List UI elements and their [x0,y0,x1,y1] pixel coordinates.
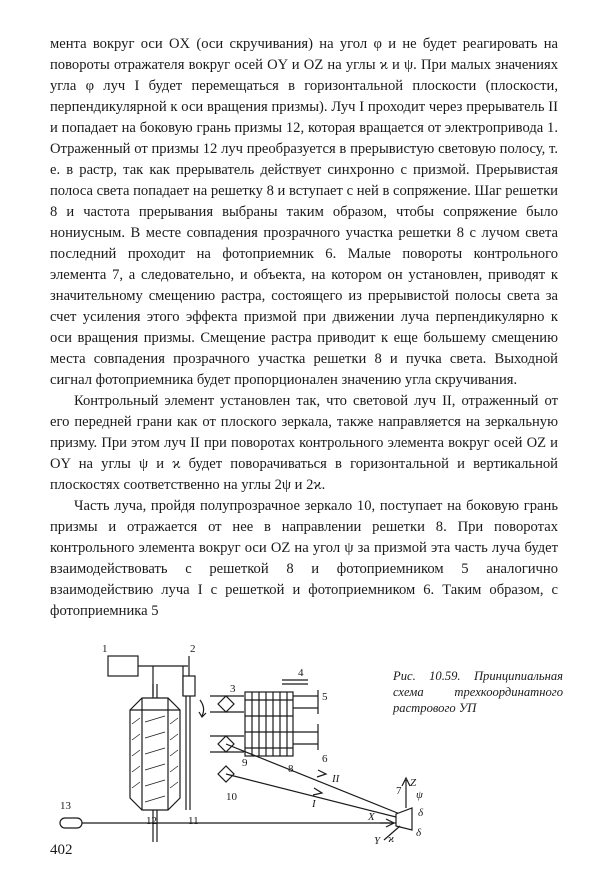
paragraph-2: Контрольный элемент установлен так, что световой луч II, отраженный от его передней грани как от плоского зеркала, также направляется на зеркальную призму. При этом луч II при поворотах контрольного элемента вокруг осей OZ и OY на углы ψ и ϰ будет поворачиваться в горизонтальной и вертикальной плоскостях соответственно на углы 2ψ и 2ϰ. [50,393,558,493]
label-3: 3 [230,683,236,695]
label-delta-2: δ [416,827,422,839]
beam-splitter-3 [218,696,234,712]
light-source [60,818,82,828]
label-kappa: ϰ [388,833,395,844]
label-delta-1: δ [418,807,424,819]
electric-drive [108,656,138,676]
label-10: 10 [226,791,237,803]
label-8: 8 [288,763,294,775]
interrupter [183,676,195,696]
label-13: 13 [60,800,71,812]
label-axis-x: X [368,811,375,823]
schematic-diagram [50,604,558,844]
label-4: 4 [298,667,304,679]
label-12: 12 [146,815,157,827]
page-number: 402 [50,842,73,858]
label-2: 2 [190,643,196,655]
label-beam-I: I [312,798,316,810]
label-6: 6 [322,753,328,765]
label-1: 1 [102,643,108,655]
figure-caption: Рис. 10.59. Принципиальная схема трехкоординатного растрового УП [393,669,563,715]
label-axis-y: Y [374,835,381,844]
label-5: 5 [322,691,328,703]
paragraph-1: мента вокруг оси OX (оси скручивания) на угол φ и не будет реагировать на повороты отражателя вокруг осей OY и OZ на углы ϰ и ψ. При малых значениях угла φ луч I будет перемещаться в горизонтальной плоскости (плоскости, перпендикулярной к оси вращения призмы). Луч I проходит через прерыватель II и попадает на боковую грань призмы 12, которая вращается от электропривода 1. Отраженный от призмы 12 луч преобразуется в прерывистую световую полосу, т. е. в растр, так как прерыватель действует синхронно с призмой. Прерывистая полоса света попадает на решетку 8 и вступает с ней в сопряжение. Шаг решетки 8 и частота прерывания выбраны таким образом, чтобы сопряжение было нониусным. В месте совпадения прозрачного участка решетки 8 с лучом света последний проходит на фотоприемник 6. Малые повороты контрольного элемента 7, а следовательно, и объекта, на котором он установлен, приводят к значительному смещению растра, состоящего из прерывистой полосы света за счет усиления этого эффекта призмой при движении луча перпендикулярно к оси вращения призмы. Смещение растра приводит к еще большему смещению места совпадения прозрачного участка решетки 8 и пучка света. Выходной сигнал фотоприемника будет пропорционален значению угла скручивания. [50,36,558,388]
grating [245,692,293,756]
label-psi: ψ [416,789,423,801]
label-11: 11 [188,815,199,827]
label-7: 7 [396,785,402,797]
label-9: 9 [242,757,248,769]
figure-10-59 [50,604,563,844]
page-content [50,34,563,858]
label-beam-II: II [332,773,340,785]
label-axis-z: Z [410,777,417,789]
paragraph-3: Часть луча, пройдя полупрозрачное зеркало 10, поступает на боковую грань призмы и отражается от нее в направлении решетки 8. При поворотах контрольного элемента вокруг оси OZ на угол ψ за призмой эта часть луча будет взаимодействовать с решеткой 8 и фотоприемником 5 аналогично взаимодействию луча I с решеткой и фотоприемником 6. Таким образом, с фотоприемника 5 [50,498,558,619]
